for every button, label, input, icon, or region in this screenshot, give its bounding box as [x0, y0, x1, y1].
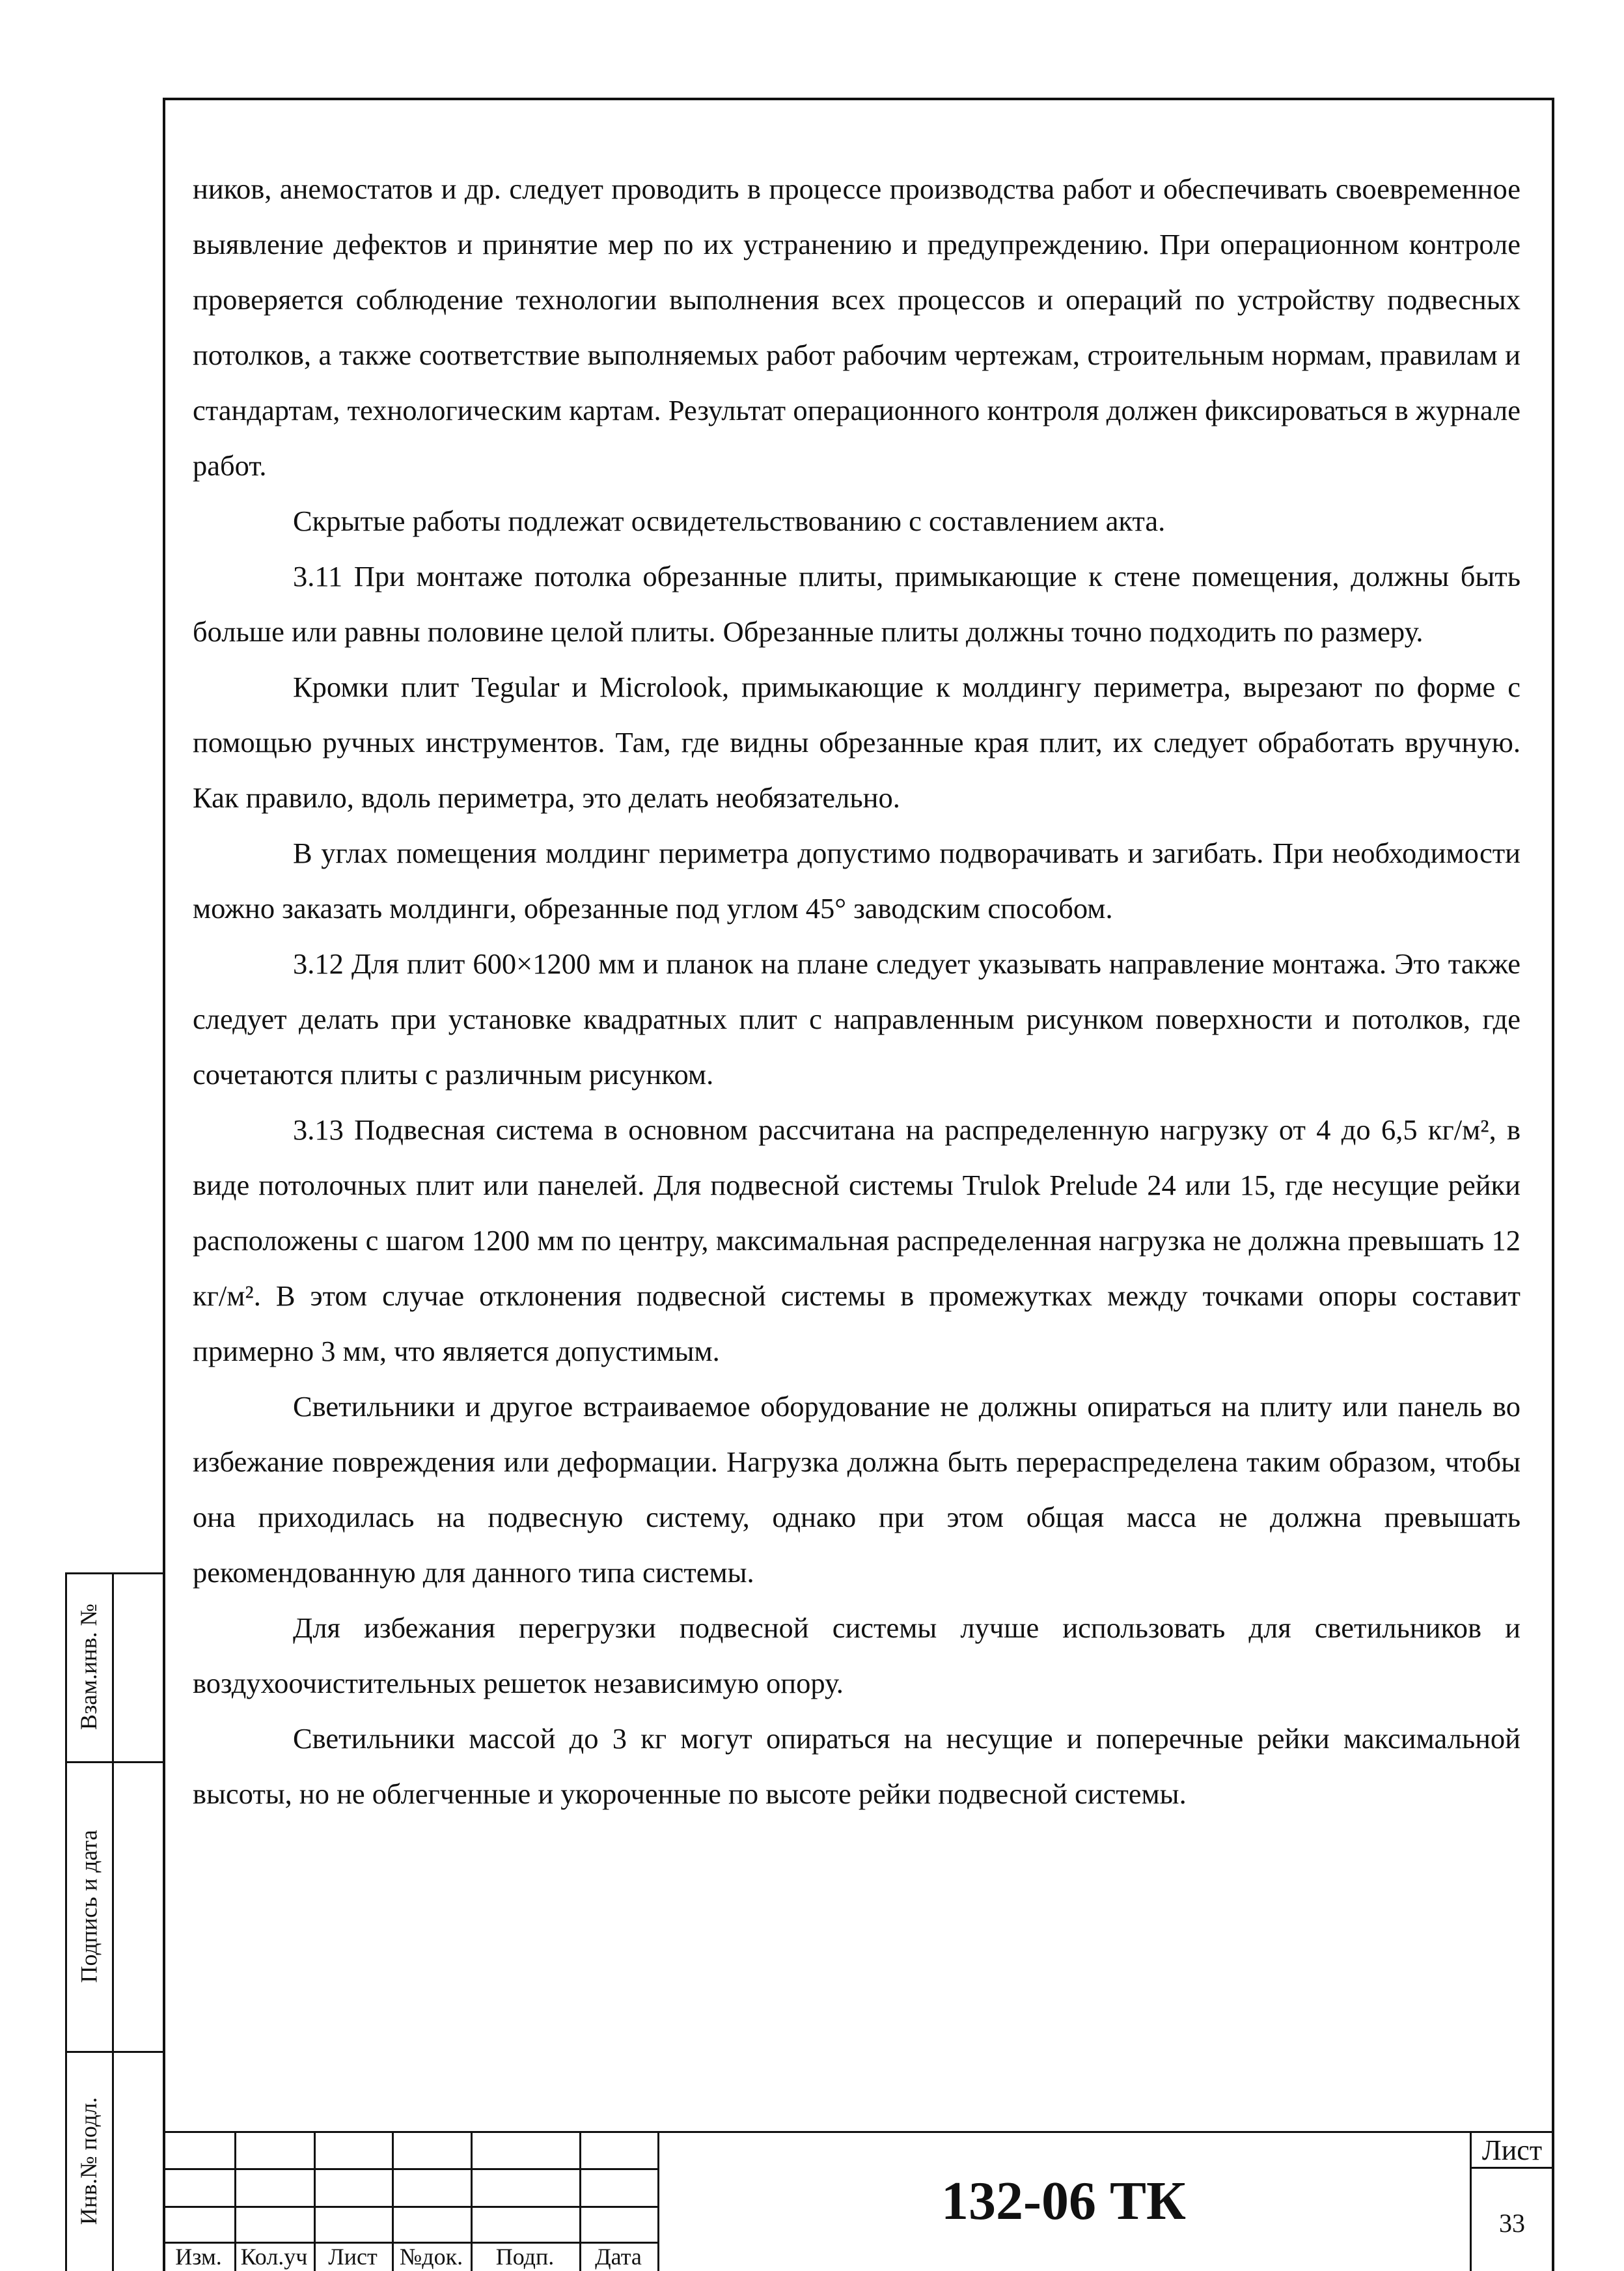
- paragraph: Скрытые работы подлежат освидетельствованию с составлением акта.: [293, 505, 1166, 537]
- document-code: 132-06 ТК: [941, 2171, 1186, 2231]
- paragraph: Светильники и другое встраиваемое оборудование не должны опираться на плиту или панель во избежание повреждения или деформации. Нагрузка должна быть перераспределена таким образом, чтобы она приходилась на подвесную систему, однако при этом общая масса не должна превышать рекомендованную для данного типа системы.: [193, 1390, 1521, 1589]
- sheet-label: Лист: [1481, 2134, 1543, 2166]
- document-body: [193, 161, 1521, 1822]
- side-stamp: [65, 1572, 163, 2271]
- paragraph: 3.12 Для плит 600×1200 мм и планок на плане следует указывать направление монтажа. Это также следует делать при установке квадратных плит с направленным рисунком поверхности и потолков, где сочетаются плиты с различным рисунком.: [193, 947, 1521, 1091]
- paragraph: ников, анемостатов и др. следует проводить в процессе производства работ и обеспечивать своевременное выявление дефектов и принятие мер по их устранению и предупреждению. При операционном контроле проверяется соблюдение технологии выполнения всех процессов и операций по устройству подвесных потолков, а также соответствие выполняемых работ рабочим чертежам, строительным нормам, правилам и стандартам, технологическим картам. Результат операционного контроля должен фиксироваться в журнале работ.: [193, 173, 1521, 482]
- header-signature: Подп.: [495, 2244, 555, 2270]
- paragraph: В углах помещения молдинг периметра допустимо подворачивать и загибать. При необходимости можно заказать молдинги, обрезанные под углом 45° заводским способом.: [193, 837, 1521, 925]
- paragraph: Для избежания перегрузки подвесной системы лучше использовать для светильников и воздухоочистительных решеток независимую опору.: [193, 1611, 1521, 1699]
- paragraph: 3.13 Подвесная система в основном рассчитана на распределенную нагрузку от 4 до 6,5 кг/м², в виде потолочных плит или панелей. Для подвесной системы Trulok Prelude 24 или 15, где несущие рейки расположены с шагом 1200 мм по центру, максимальная распределенная нагрузка не должна превышать 12 кг/м². В этом случае отклонения подвесной системы в промежутках между точками опоры составит примерно 3 мм, что является допустимым.: [193, 1113, 1521, 1367]
- header-change: Изм.: [175, 2244, 222, 2270]
- signature-date-label: Подпись и дата: [76, 1830, 102, 1983]
- paragraph: 3.11 При монтаже потолка обрезанные плиты, примыкающие к стене помещения, должны быть больше или равны половине целой плиты. Обрезанные плиты должны точно подходить по размеру.: [193, 560, 1521, 648]
- inv-replace-label: Взам.инв. №: [76, 1604, 102, 1730]
- header-sheet: Лист: [328, 2244, 378, 2270]
- title-block: [163, 2131, 1554, 2271]
- paragraph: Светильники массой до 3 кг могут опираться на несущие и поперечные рейки максимальной высоты, но не облегченные и укороченные по высоте рейки подвесной системы.: [193, 1722, 1521, 1810]
- sheet-number: 33: [1499, 2208, 1525, 2238]
- header-doc-number: №док.: [399, 2244, 463, 2270]
- header-date: Дата: [595, 2244, 642, 2270]
- header-count: Кол.уч: [240, 2244, 308, 2270]
- inv-original-label: Инв.№ подл.: [76, 2097, 102, 2225]
- paragraph: Кромки плит Tegular и Microlook, примыкающие к молдингу периметра, вырезают по форме с помощью ручных инструментов. Там, где видны обрезанные края плит, их следует обработать вручную. Как правило, вдоль периметра, это делать необязательно.: [193, 671, 1521, 814]
